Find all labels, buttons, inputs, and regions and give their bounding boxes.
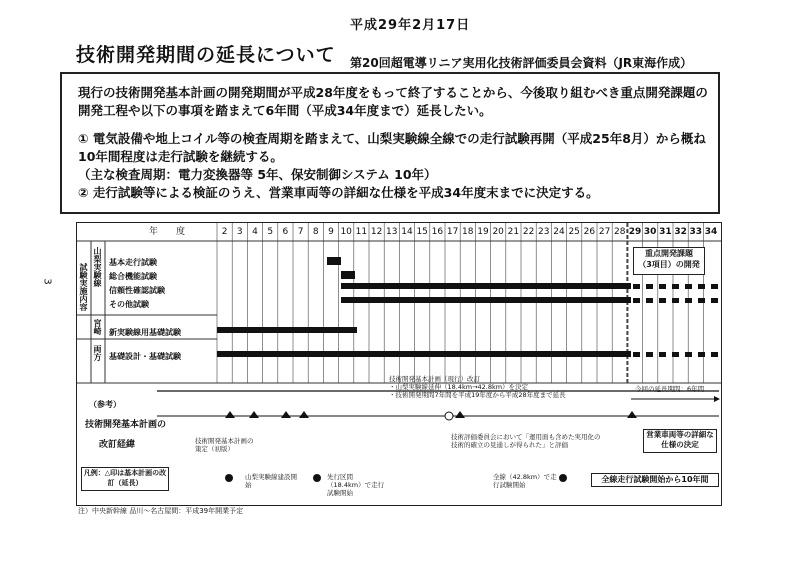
row-label-other: その他試験 xyxy=(109,300,149,309)
bar-basic-design xyxy=(217,351,631,357)
year-cell-23: 23 xyxy=(538,227,550,237)
bar-basic-run xyxy=(327,257,341,265)
document-subtitle: 第20回超電導リニア実用化技術評価委員会資料（JR東海作成） xyxy=(350,56,693,70)
annotation-original-plan: 技術開発基本計画の策定（初版） xyxy=(195,437,254,453)
year-cell-3: 3 xyxy=(236,227,243,237)
row-label-basic-run: 基本走行試験 xyxy=(109,258,157,267)
year-cell-29: 29 xyxy=(628,227,642,237)
year-cell-25: 25 xyxy=(568,227,580,237)
annotation-eval-committee: 技術評価委員会において「運用面も含めた実用化の技術的確立の見通しが得られた」と評価 xyxy=(451,433,601,449)
dash-other xyxy=(633,298,719,303)
bar-reliability xyxy=(341,283,631,289)
year-cell-16: 16 xyxy=(431,227,444,237)
group-label-tests: 試験実施内容 xyxy=(79,263,88,311)
summary-paragraph: 現行の技術開発基本計画の開発期間が平成28年度をもって終了することから、今後取り組むべき重点開発課題の開発工程や以下の事項を踏まえて6年間（平成34年度まで）延長したい。 xyxy=(78,85,708,118)
year-cell-32: 32 xyxy=(674,227,687,237)
year-cell-4: 4 xyxy=(252,227,258,237)
group-label-miyazaki: 宮崎 xyxy=(93,319,102,335)
year-cell-2: 2 xyxy=(221,227,228,237)
focus-development-box: 重点開発課題 （3項目）の開発 xyxy=(633,247,705,275)
row-label-reliability: 信頼性確認試験 xyxy=(109,286,165,295)
summary-item-1-note: （主な検査周期：電力変換器等 5年、保安制御システム 10年） xyxy=(78,167,437,182)
annotation-full-line: 全線（42.8km）で走行試験開始 xyxy=(493,473,557,489)
summary-item-2: ② 走行試験等による検証のうえ、営業車両等の詳細な仕様を平成34年度末までに決定する。 xyxy=(78,185,599,200)
year-cell-5: 5 xyxy=(267,227,274,237)
year-cell-21: 21 xyxy=(507,227,520,237)
year-cell-7: 7 xyxy=(297,227,304,237)
gantt-grid xyxy=(77,223,721,505)
year-cell-24: 24 xyxy=(553,227,565,237)
row-label-new-line-basic: 新実験線用基礎試験 xyxy=(109,328,181,337)
year-cell-9: 9 xyxy=(328,227,334,237)
document-title: 技術開発期間の延長について xyxy=(76,44,336,66)
year-cell-17: 17 xyxy=(446,227,459,237)
group-label-both: 両方 xyxy=(93,345,102,361)
reference-line-1: 技術開発基本計画の xyxy=(85,420,167,430)
reference-label: （参考） xyxy=(89,400,121,409)
annotation-revision-top: 技術開発基本計画（現行）改訂 ・山梨実験線延伸（18.4km→42.8km）を決定 ・技術開発期間7年間を平成19年度から平成28年度まで延長 xyxy=(389,375,566,399)
year-cell-27: 27 xyxy=(598,227,611,237)
final-spec-box: 営業車両等の詳細な仕様の決定 xyxy=(643,429,717,453)
bar-other xyxy=(341,297,631,303)
year-cell-10: 10 xyxy=(340,227,352,237)
dash-reliability xyxy=(633,284,719,289)
summary-item-1: ① 電気設備や地上コイル等の検査周期を踏まえて、山梨実験線全線での走行試験再開（平成25年8月）から概ね10年間程度は走行試験を継続する。 xyxy=(78,131,706,164)
year-cell-18: 18 xyxy=(462,227,474,237)
year-cell-28: 28 xyxy=(614,227,626,237)
year-cell-26: 26 xyxy=(583,227,596,237)
year-cell-6: 6 xyxy=(282,227,289,237)
year-cell-33: 33 xyxy=(689,227,703,237)
document-date: 平成29年2月17日 xyxy=(350,18,471,33)
bar-new-line-basic xyxy=(217,327,357,333)
summary-box xyxy=(60,72,720,214)
reference-legend: 凡例：△印は基本計画の改訂（延長） xyxy=(81,467,169,491)
year-cell-11: 11 xyxy=(355,227,368,237)
ten-year-box: 全線走行試験開始から10年間 xyxy=(591,473,719,487)
year-cell-19: 19 xyxy=(477,227,489,237)
reference-line-2: 改訂経緯 xyxy=(99,440,136,450)
bar-system-test xyxy=(341,271,355,279)
row-label-system-test: 総合機能試験 xyxy=(109,272,157,281)
year-cell-8: 8 xyxy=(312,227,319,237)
gantt-chart xyxy=(76,222,722,506)
year-cell-34: 34 xyxy=(704,227,718,237)
year-cell-14: 14 xyxy=(401,227,413,237)
year-cell-12: 12 xyxy=(370,227,383,237)
year-cell-13: 13 xyxy=(386,227,398,237)
page-number: 3 xyxy=(41,278,53,285)
year-cell-22: 22 xyxy=(522,227,535,237)
annotation-leading-line: 先行区間（18.4km）で走行試験開始 xyxy=(327,473,385,497)
row-label-basic-design: 基礎設計・基礎試験 xyxy=(109,352,181,361)
annotation-yamanashi-start: 山梨実験線建設開始 xyxy=(245,473,297,489)
annotation-extension-period: 今回の延長期間：6年間 xyxy=(635,385,705,393)
year-header: 年 度 xyxy=(148,227,185,237)
year-cell-30: 30 xyxy=(643,227,657,237)
footnote: 注）中央新幹線 品川〜名古屋間：平成39年開業予定 xyxy=(78,507,244,515)
year-cell-20: 20 xyxy=(492,227,504,237)
dash-basic-design xyxy=(633,352,719,357)
group-label-yamanashi: 山梨実験線 xyxy=(93,247,102,287)
year-cell-31: 31 xyxy=(659,227,672,237)
year-cell-15: 15 xyxy=(416,227,428,237)
